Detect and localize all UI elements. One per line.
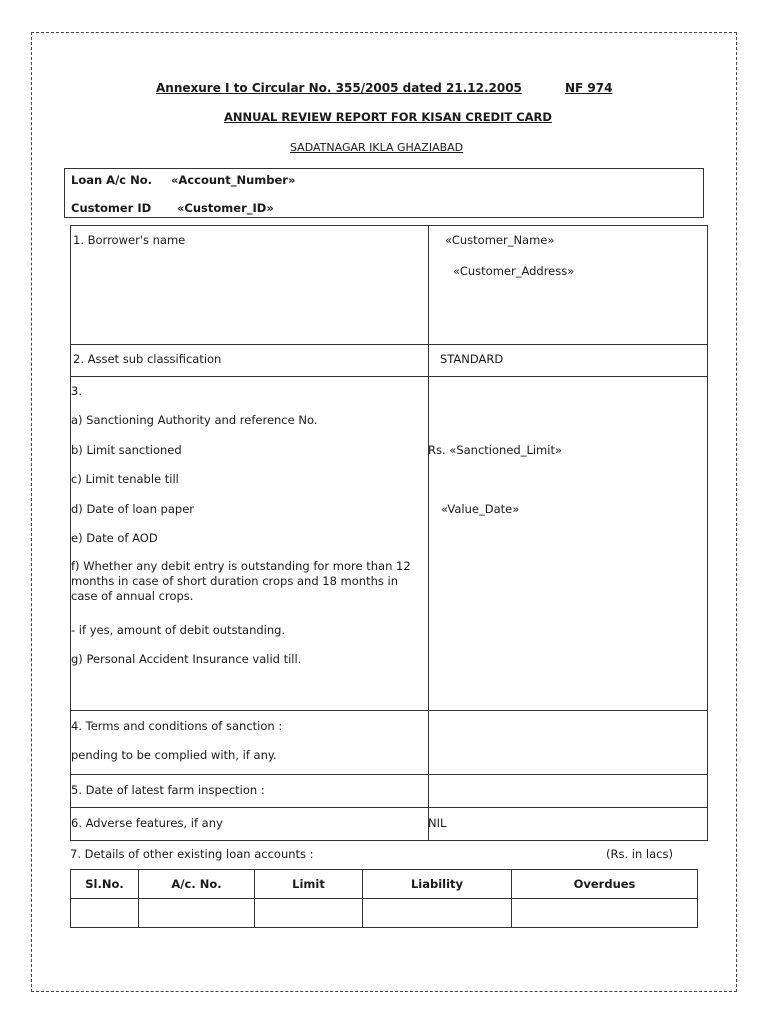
section-3-label: 3. <box>71 384 82 398</box>
asset-label: 2. Asset sub classification <box>73 352 222 366</box>
section-3g-label: g) Personal Accident Insurance valid till. <box>71 652 302 666</box>
borrower-name-value: «Customer_Name» <box>445 233 555 247</box>
row-divider <box>71 710 707 711</box>
asset-value: STANDARD <box>440 352 504 366</box>
table-cell <box>363 899 512 928</box>
table-row <box>71 899 698 928</box>
value-date-value: «Value_Date» <box>441 502 520 516</box>
branch-name: SADATNAGAR IKLA GHAZIABAD <box>290 141 464 154</box>
loan-accounts-table <box>70 869 698 928</box>
column-divider <box>428 226 429 840</box>
loan-account-label: Loan A/c No. <box>71 173 152 187</box>
section-3a-label: a) Sanctioning Authority and reference No. <box>71 413 318 427</box>
column-header: A/c. No. <box>139 870 255 899</box>
column-header: Sl.No. <box>71 870 139 899</box>
loan-account-value: «Account_Number» <box>171 173 296 187</box>
section-3e-label: e) Date of AOD <box>71 531 158 545</box>
annexure-heading: Annexure I to Circular No. 355/2005 dated 21.12.2005 <box>156 81 522 95</box>
section-6-label: 6. Adverse features, if any <box>71 816 223 830</box>
column-header: Liability <box>363 870 512 899</box>
table-cell <box>71 899 139 928</box>
section-3f-sub-label: - if yes, amount of debit outstanding. <box>71 623 286 637</box>
customer-id-label: Customer ID <box>71 201 152 215</box>
table-cell <box>139 899 255 928</box>
customer-id-line <box>71 201 274 215</box>
loan-account-line <box>71 173 295 187</box>
section-5-label: 5. Date of latest farm inspection : <box>71 783 265 797</box>
borrower-label: 1. Borrower's name <box>73 233 186 247</box>
unit-label: (Rs. in lacs) <box>606 847 673 861</box>
section-3f-label: f) Whether any debit entry is outstanding for more than 12 months in case of short duration crops and 18 months in case of annual crops. <box>71 559 411 603</box>
borrower-address-value: «Customer_Address» <box>453 264 575 278</box>
row-divider <box>71 376 707 377</box>
section-4-sub-label: pending to be complied with, if any. <box>71 748 277 762</box>
table-header-row <box>71 870 698 899</box>
row-divider <box>71 774 707 775</box>
section-4-label: 4. Terms and conditions of sanction : <box>71 719 283 733</box>
column-header: Limit <box>255 870 363 899</box>
row-divider <box>71 807 707 808</box>
section-3d-label: d) Date of loan paper <box>71 502 194 516</box>
report-title: ANNUAL REVIEW REPORT FOR KISAN CREDIT CARD <box>224 110 552 124</box>
sanctioned-limit-value: Rs. «Sanctioned_Limit» <box>428 443 562 457</box>
section-3c-label: c) Limit tenable till <box>71 472 179 486</box>
section-7-label: 7. Details of other existing loan accounts : <box>70 847 314 861</box>
table-cell <box>255 899 363 928</box>
form-number: NF 974 <box>565 81 613 95</box>
customer-id-value: «Customer_ID» <box>177 201 274 215</box>
review-table <box>70 225 708 841</box>
row-divider <box>71 344 707 345</box>
column-header: Overdues <box>512 870 698 899</box>
adverse-features-value: NIL <box>428 816 447 830</box>
table-cell <box>512 899 698 928</box>
section-3b-label: b) Limit sanctioned <box>71 443 182 457</box>
account-box <box>64 168 704 218</box>
